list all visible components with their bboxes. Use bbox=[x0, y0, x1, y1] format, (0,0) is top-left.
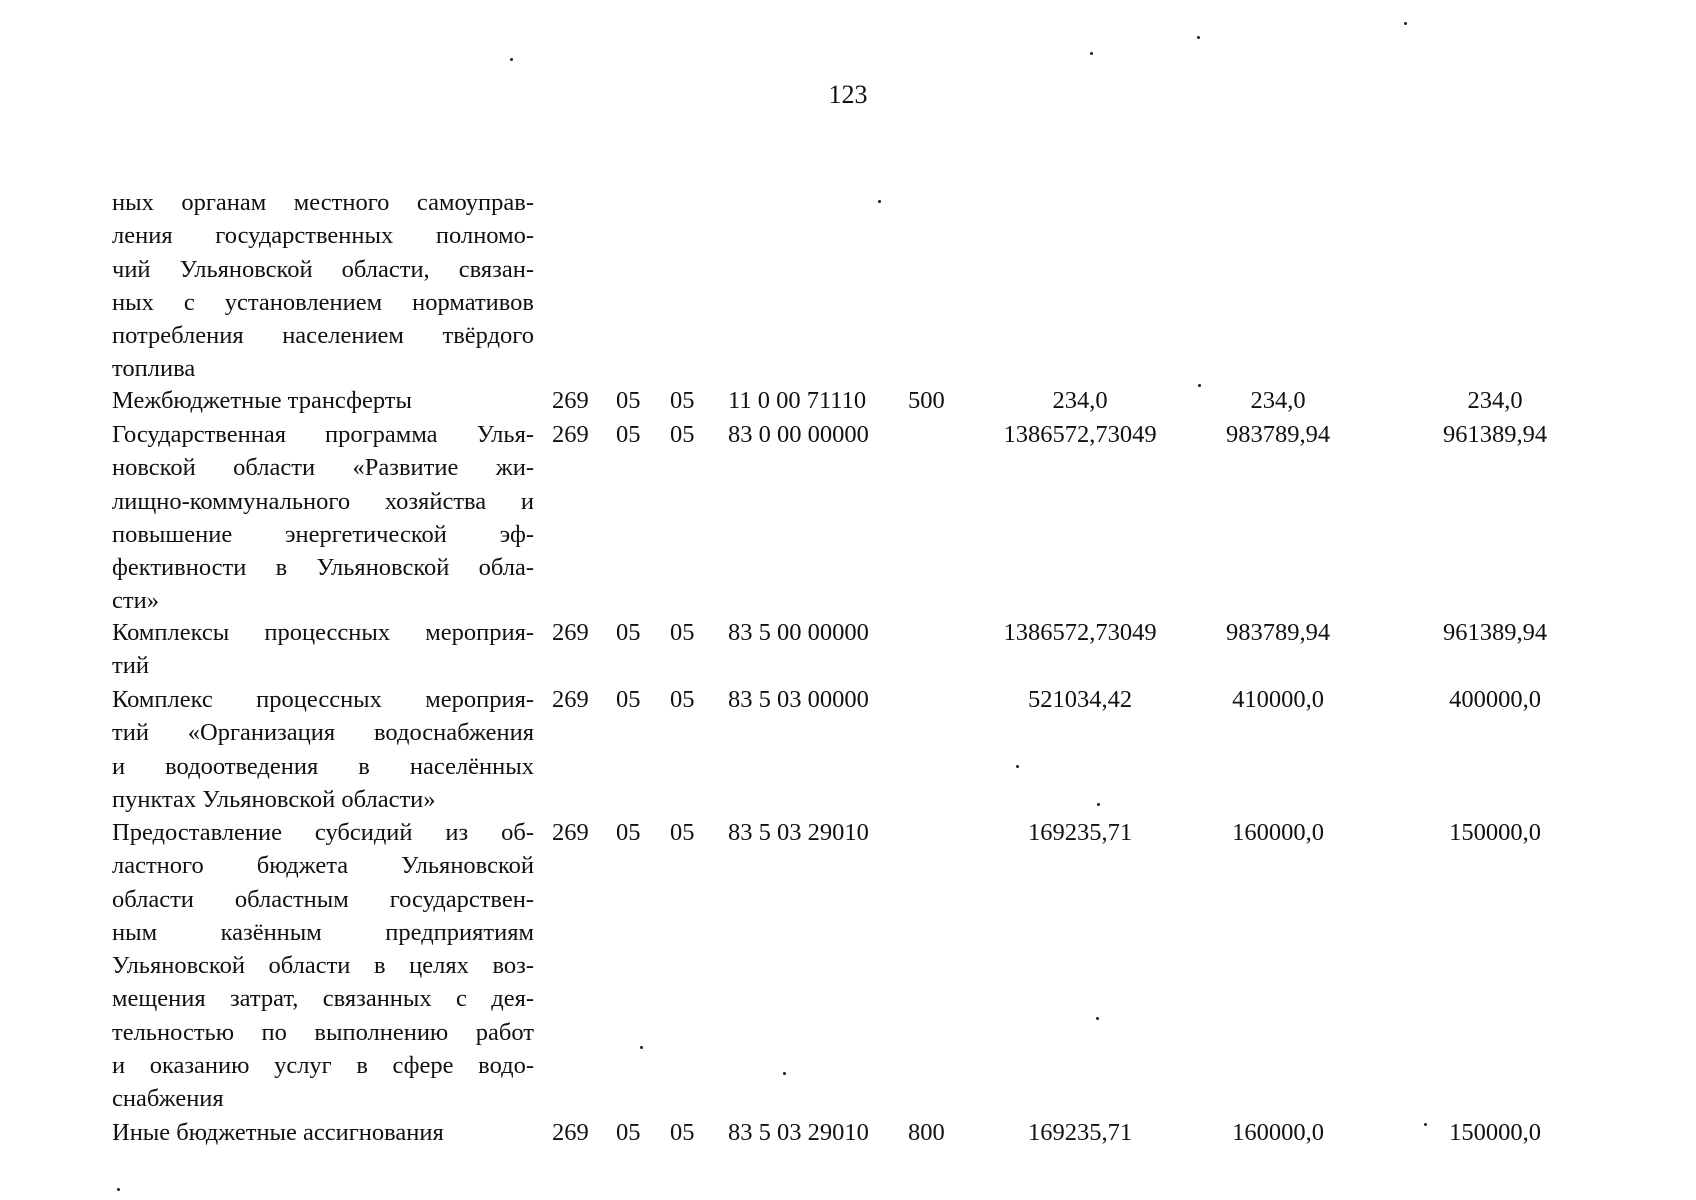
amount-year-1: 1386572,73049 bbox=[1003, 619, 1157, 646]
code-expense-type: 500 bbox=[908, 387, 945, 414]
row-name bbox=[112, 1116, 534, 1149]
code-ved: 269 bbox=[552, 819, 589, 846]
scan-speck bbox=[117, 1188, 120, 1191]
scan-speck bbox=[1197, 36, 1200, 39]
amount-year-2: 983789,94 bbox=[1225, 619, 1331, 646]
amount-year-3: 961389,94 bbox=[1442, 421, 1548, 448]
scan-speck bbox=[1198, 384, 1201, 387]
row-name-line: Государственная программа Улья- bbox=[112, 421, 534, 448]
row-name-line: лищно-коммунального хозяйства и bbox=[112, 487, 534, 515]
code-target-article: 11 0 00 71110 bbox=[728, 387, 867, 414]
row-name-line: ным казённым предприятиям bbox=[112, 918, 534, 946]
code-section: 05 bbox=[616, 387, 641, 414]
amount-year-2: 160000,0 bbox=[1232, 819, 1324, 846]
code-section: 05 bbox=[616, 619, 641, 646]
row-name-line: пунктах Ульяновской области» bbox=[112, 785, 436, 813]
scan-speck bbox=[510, 58, 513, 61]
row-name-line: ных с установлением нормативов bbox=[112, 288, 534, 316]
row-name bbox=[112, 683, 534, 816]
code-target-article: 83 5 03 29010 bbox=[728, 819, 869, 846]
row-name bbox=[112, 186, 534, 386]
code-ved: 269 bbox=[552, 387, 589, 414]
code-section: 05 bbox=[616, 686, 641, 713]
code-ved: 269 bbox=[552, 686, 589, 713]
amount-year-2: 983789,94 bbox=[1225, 421, 1331, 448]
row-name bbox=[112, 816, 534, 1116]
code-section: 05 bbox=[616, 421, 641, 448]
row-name-line: новской области «Развитие жи- bbox=[112, 454, 534, 482]
row-name bbox=[112, 418, 534, 618]
row-name-line: ластного бюджета Ульяновской bbox=[112, 852, 534, 880]
row-name-line: снабжения bbox=[112, 1085, 224, 1113]
row-name bbox=[112, 616, 534, 683]
row-name-line: топлива bbox=[112, 355, 196, 383]
row-name-line: Межбюджетные трансферты bbox=[112, 387, 412, 414]
row-name-line: сти» bbox=[112, 587, 159, 615]
amount-year-1: 234,0 bbox=[1052, 387, 1108, 414]
amount-year-1: 169235,71 bbox=[1027, 819, 1133, 846]
code-subsection: 05 bbox=[670, 1119, 695, 1146]
code-subsection: 05 bbox=[670, 686, 695, 713]
row-name-line: Предоставление субсидий из об- bbox=[112, 819, 534, 846]
row-name-line: мещения затрат, связанных с дея- bbox=[112, 985, 534, 1013]
row-name-line: и водоотведения в населённых bbox=[112, 752, 534, 780]
amount-year-3: 150000,0 bbox=[1449, 1119, 1541, 1146]
row-name bbox=[112, 384, 534, 417]
code-ved: 269 bbox=[552, 421, 589, 448]
amount-year-1: 1386572,73049 bbox=[1003, 421, 1157, 448]
row-name-line: повышение энергетической эф- bbox=[112, 520, 534, 548]
row-name-line: области областным государствен- bbox=[112, 885, 534, 913]
code-subsection: 05 bbox=[670, 819, 695, 846]
code-section: 05 bbox=[616, 819, 641, 846]
code-expense-type: 800 bbox=[908, 1119, 945, 1146]
row-name-line: Иные бюджетные ассигнования bbox=[112, 1119, 444, 1146]
code-subsection: 05 bbox=[670, 619, 695, 646]
row-name-line: Комплекс процессных мероприя- bbox=[112, 686, 534, 713]
row-name-line: Ульяновской области в целях воз- bbox=[112, 952, 534, 980]
amount-year-3: 961389,94 bbox=[1442, 619, 1548, 646]
row-name-line: ных органам местного самоуправ- bbox=[112, 189, 534, 216]
code-target-article: 83 5 00 00000 bbox=[728, 619, 869, 646]
row-name-line: потребления населением твёрдого bbox=[112, 322, 534, 350]
scan-speck bbox=[1090, 52, 1093, 55]
row-name-line: тельностью по выполнению работ bbox=[112, 1018, 534, 1046]
amount-year-3: 234,0 bbox=[1467, 387, 1523, 414]
code-subsection: 05 bbox=[670, 421, 695, 448]
row-name-line: тий bbox=[112, 652, 149, 680]
amount-year-1: 521034,42 bbox=[1027, 686, 1133, 713]
code-subsection: 05 bbox=[670, 387, 695, 414]
row-name-line: тий «Организация водоснабжения bbox=[112, 719, 534, 747]
amount-year-3: 400000,0 bbox=[1449, 686, 1541, 713]
code-ved: 269 bbox=[552, 1119, 589, 1146]
scan-speck bbox=[1016, 765, 1019, 768]
scan-speck bbox=[878, 200, 881, 203]
row-name-line: и оказанию услуг в сфере водо- bbox=[112, 1052, 534, 1080]
scan-speck bbox=[1424, 1123, 1427, 1126]
amount-year-2: 160000,0 bbox=[1232, 1119, 1324, 1146]
page-number: 123 bbox=[828, 80, 868, 109]
scan-speck bbox=[640, 1046, 643, 1049]
amount-year-2: 410000,0 bbox=[1232, 686, 1324, 713]
code-ved: 269 bbox=[552, 619, 589, 646]
scan-speck bbox=[1404, 22, 1407, 25]
row-name-line: Комплексы процессных мероприя- bbox=[112, 619, 534, 646]
amount-year-3: 150000,0 bbox=[1449, 819, 1541, 846]
row-name-line: ления государственных полномо- bbox=[112, 222, 534, 250]
scan-speck bbox=[1097, 803, 1100, 806]
code-target-article: 83 0 00 00000 bbox=[728, 421, 869, 448]
scan-speck bbox=[783, 1072, 786, 1075]
code-target-article: 83 5 03 00000 bbox=[728, 686, 869, 713]
amount-year-1: 169235,71 bbox=[1027, 1119, 1133, 1146]
code-section: 05 bbox=[616, 1119, 641, 1146]
scan-speck bbox=[1096, 1017, 1099, 1020]
row-name-line: чий Ульяновской области, связан- bbox=[112, 255, 534, 283]
code-target-article: 83 5 03 29010 bbox=[728, 1119, 869, 1146]
row-name-line: фективности в Ульяновской обла- bbox=[112, 554, 534, 582]
amount-year-2: 234,0 bbox=[1250, 387, 1306, 414]
